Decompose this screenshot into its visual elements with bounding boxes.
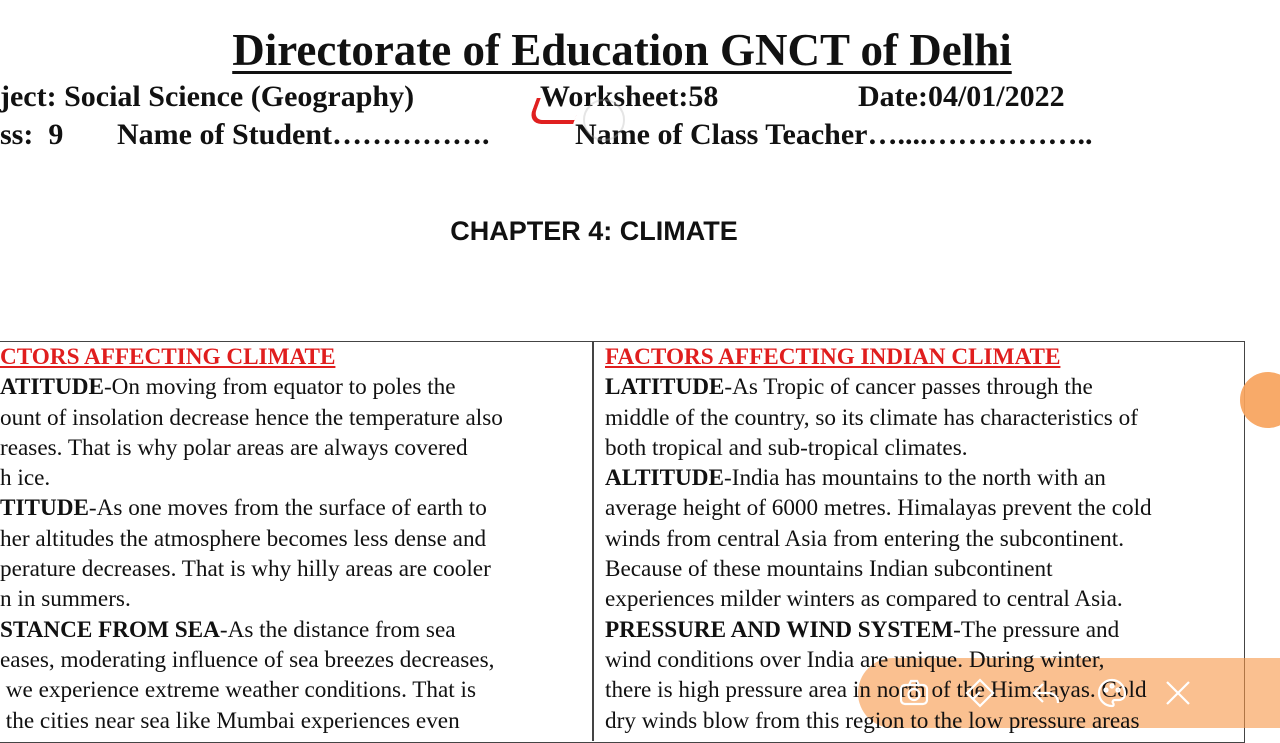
text-line <box>605 403 1152 433</box>
text-line <box>0 615 503 645</box>
screenshot-button[interactable] <box>894 673 934 713</box>
class-label: ss: 9 <box>0 118 64 151</box>
date-label: Date:04/01/2022 <box>858 80 1065 113</box>
close-toolbar-button[interactable] <box>1158 673 1198 713</box>
text-line <box>0 463 503 493</box>
line-text: the cities near sea like Mumbai experiences even <box>0 707 460 734</box>
text-line <box>605 372 1152 402</box>
right-column <box>605 342 1152 736</box>
term-label: TITUDE <box>0 495 89 522</box>
column-divider <box>592 341 594 741</box>
text-line <box>0 706 503 736</box>
text-line <box>605 675 1152 705</box>
text-line <box>0 403 503 433</box>
teacher-name-field: Name of Class Teacher…....…………….. <box>575 118 1093 151</box>
eraser-button[interactable] <box>960 673 1000 713</box>
line-text: average height of 6000 metres. Himalayas prevent the cold <box>605 495 1152 522</box>
line-text: -As the distance from sea <box>219 616 456 643</box>
student-name-field: Name of Student……………. <box>117 118 490 151</box>
line-text: her altitudes the atmosphere becomes less dense and <box>0 525 487 552</box>
line-text: Because of these mountains Indian subcontinent <box>605 556 1053 583</box>
text-line <box>0 675 503 705</box>
text-line <box>0 493 503 523</box>
color-button[interactable] <box>1092 673 1132 713</box>
line-text: eases, moderating influence of sea breezes decreases, <box>0 646 495 673</box>
cursor-indicator <box>583 99 625 141</box>
text-line <box>0 372 503 402</box>
line-text: -As Tropic of cancer passes through the <box>724 374 1093 401</box>
term-label: LATITUDE <box>605 374 725 401</box>
left-column-heading: CTORS AFFECTING CLIMATE <box>0 344 336 370</box>
left-column <box>0 342 503 736</box>
worksheet-number: Worksheet:58 <box>540 80 719 113</box>
text-line <box>605 554 1152 584</box>
text-line <box>0 433 503 463</box>
text-line <box>0 645 503 675</box>
close-icon <box>1161 676 1195 710</box>
undo-icon <box>1029 676 1063 710</box>
text-line <box>0 554 503 584</box>
line-text: winds from central Asia from entering the subcontinent. <box>605 525 1125 552</box>
text-line <box>605 645 1152 675</box>
term-label: ALTITUDE <box>605 465 724 492</box>
text-line <box>605 433 1152 463</box>
text-line <box>605 524 1152 554</box>
line-text: -As one moves from the surface of earth to <box>88 495 487 522</box>
text-line <box>605 493 1152 523</box>
text-line <box>605 463 1152 493</box>
line-text: dry winds blow from this region to the low pressure areas <box>605 707 1140 734</box>
line-text: reases. That is why polar areas are always covered <box>0 434 468 461</box>
eraser-icon <box>963 676 997 710</box>
text-line <box>605 615 1152 645</box>
floating-recorder-button[interactable] <box>1240 372 1280 428</box>
line-text: we experience extreme weather conditions. That is <box>0 677 477 704</box>
subject-label: ject: Social Science (Geography) <box>0 80 415 113</box>
term-label: PRESSURE AND WIND SYSTEM <box>605 616 954 643</box>
term-label: STANCE FROM SEA <box>0 616 220 643</box>
chapter-heading: CHAPTER 4: CLIMATE <box>450 216 738 246</box>
line-text: experiences milder winters as compared to central Asia. <box>605 586 1123 613</box>
text-line <box>0 524 503 554</box>
right-column-heading: FACTORS AFFECTING INDIAN CLIMATE <box>605 344 1061 370</box>
line-text: h ice. <box>0 465 51 492</box>
term-label: ATITUDE <box>0 374 104 401</box>
line-text: wind conditions over India are unique. During winter, <box>605 646 1105 673</box>
red-pen-annotation <box>527 98 582 124</box>
camera-icon <box>897 676 931 710</box>
line-text: -The pressure and <box>953 616 1120 643</box>
undo-button[interactable] <box>1026 673 1066 713</box>
line-text: -On moving from equator to poles the <box>103 374 456 401</box>
line-text: perature decreases. That is why hilly areas are cooler <box>0 556 491 583</box>
text-line <box>605 584 1152 614</box>
text-line <box>605 706 1152 736</box>
text-line <box>0 584 503 614</box>
line-text: middle of the country, so its climate has characteristics of <box>605 404 1138 431</box>
line-text: ount of insolation decrease hence the temperature also <box>0 404 503 431</box>
line-text: n in summers. <box>0 586 131 613</box>
palette-icon <box>1095 676 1129 710</box>
line-text: there is high pressure area in north of the Himalayas. Cold <box>605 677 1147 704</box>
document-title: Directorate of Education GNCT of Delhi <box>232 25 1012 75</box>
line-text: both tropical and sub-tropical climates. <box>605 434 968 461</box>
line-text: -India has mountains to the north with an <box>724 465 1106 492</box>
